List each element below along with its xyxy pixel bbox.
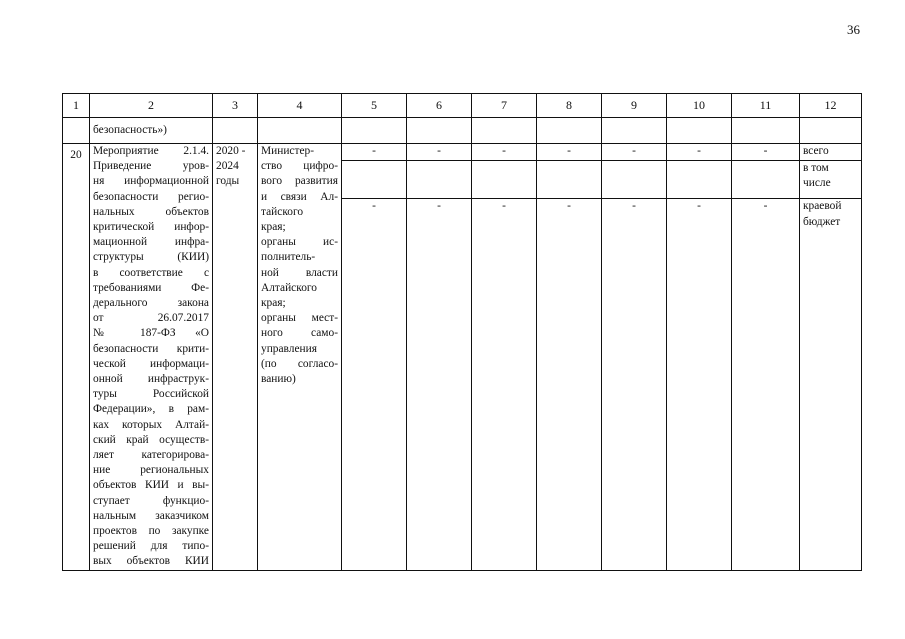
table-cell <box>258 118 342 144</box>
table-cell <box>472 160 537 198</box>
column-header: 5 <box>342 94 407 118</box>
description-line: безопасности крити- <box>93 342 209 355</box>
table-cell <box>667 160 732 198</box>
description-line: онной инфраструк- <box>93 373 209 386</box>
label-line: краевой <box>803 200 842 213</box>
description-line: мационной инфра- <box>93 236 209 249</box>
column-header: 4 <box>258 94 342 118</box>
executor-line: тайского <box>261 205 304 218</box>
description-line: ках которых Алтай- <box>93 418 209 431</box>
executor-line: вого развития <box>261 175 338 188</box>
executor-line: (по согласо- <box>261 357 338 370</box>
description-line: ческой информаци- <box>93 357 209 370</box>
description-line: ня информационной <box>93 175 209 188</box>
description-line: структуры (КИИ) <box>93 251 209 264</box>
description-line: требованиями Фе- <box>93 281 209 294</box>
executor-line: полнитель- <box>261 251 316 264</box>
description-line: в соответствие с <box>93 266 209 279</box>
description-line: дерального закона <box>93 297 209 310</box>
label-line: бюджет <box>803 215 841 228</box>
executor-line: ванию) <box>261 373 296 386</box>
table-row-total <box>63 144 862 161</box>
executor-line: и связи Ал- <box>261 190 338 203</box>
executor-line: Алтайского <box>261 281 317 294</box>
executor-line: органы ис- <box>261 236 338 249</box>
description-line: Приведение уров- <box>93 160 209 173</box>
description-line: проектов по закупке <box>93 525 209 538</box>
regional-value: - <box>732 199 800 570</box>
table-cell <box>667 118 732 144</box>
label-line: числе <box>803 177 831 190</box>
table-cell <box>800 118 862 144</box>
period-line: 2024 <box>216 160 239 173</box>
funding-label-regional <box>800 199 862 570</box>
column-header: 8 <box>537 94 602 118</box>
executors <box>258 144 342 571</box>
table-cell <box>732 118 800 144</box>
table-cell <box>602 160 667 198</box>
description-line: ляет категорирова- <box>93 449 209 462</box>
table-cell <box>537 118 602 144</box>
column-header: 9 <box>602 94 667 118</box>
description-line: вых объектов КИИ <box>93 555 209 568</box>
period-line: 2020 - <box>216 145 246 157</box>
description-line: нальным заказчиком <box>93 509 209 522</box>
continuation-row <box>63 118 862 144</box>
regional-value: - <box>667 199 732 570</box>
row-number: 20 <box>63 144 90 571</box>
period-line: годы <box>216 175 240 188</box>
executor-line: ного само- <box>261 327 338 340</box>
funding-label-including <box>800 160 862 198</box>
table-cell <box>407 160 472 198</box>
page-number: 36 <box>847 22 860 37</box>
description-line: ние региональных <box>93 464 209 477</box>
executor-line: органы мест- <box>261 312 338 325</box>
total-value: - <box>537 144 602 161</box>
executor-line: ной власти <box>261 266 338 279</box>
total-value: - <box>472 144 537 161</box>
table-cell <box>472 118 537 144</box>
column-header: 3 <box>213 94 258 118</box>
description-line: ступает функцио- <box>93 494 209 507</box>
continuation-text: безопасность») <box>90 118 213 144</box>
column-header: 1 <box>63 94 90 118</box>
column-header: 7 <box>472 94 537 118</box>
executor-line: края; <box>261 221 286 234</box>
column-header: 12 <box>800 94 862 118</box>
total-value: - <box>732 144 800 161</box>
description-line: решений для типо- <box>93 540 209 553</box>
column-header: 6 <box>407 94 472 118</box>
description-line: ский край осуществ- <box>93 433 209 446</box>
label-line: в том <box>803 161 829 174</box>
implementation-period <box>213 144 258 571</box>
regional-value: - <box>602 199 667 570</box>
table-cell <box>342 160 407 198</box>
column-header: 11 <box>732 94 800 118</box>
table-cell <box>537 160 602 198</box>
description-line: Федерации», в рам- <box>93 403 209 416</box>
executor-line: ство цифро- <box>261 160 338 173</box>
executor-line: Министер- <box>261 145 314 157</box>
regional-value: - <box>407 199 472 570</box>
description-line: объектов КИИ и вы- <box>93 479 209 492</box>
total-value: - <box>342 144 407 161</box>
description-line: безопасности регио- <box>93 190 209 203</box>
regional-value: - <box>472 199 537 570</box>
regional-value: - <box>537 199 602 570</box>
description-line: критической инфор- <box>93 221 209 234</box>
table-cell <box>407 118 472 144</box>
funding-label-total: всего <box>800 144 862 161</box>
description-line: № 187-ФЗ «О <box>93 327 209 340</box>
budget-table <box>62 93 862 571</box>
total-value: - <box>407 144 472 161</box>
table-cell <box>602 118 667 144</box>
table-cell <box>63 118 90 144</box>
total-value: - <box>667 144 732 161</box>
table-cell <box>213 118 258 144</box>
description-line: от 26.07.2017 <box>93 312 209 325</box>
header-row <box>63 94 862 118</box>
table-cell <box>732 160 800 198</box>
description-line: нальных объектов <box>93 205 209 218</box>
total-value: - <box>602 144 667 161</box>
table-cell <box>342 118 407 144</box>
executor-line: края; <box>261 297 286 310</box>
column-header: 10 <box>667 94 732 118</box>
column-header: 2 <box>90 94 213 118</box>
description-line: Мероприятие 2.1.4. <box>93 145 209 157</box>
description-line: туры Российской <box>93 388 209 401</box>
regional-value: - <box>342 199 407 570</box>
measure-description <box>90 144 213 571</box>
executor-line: управления <box>261 342 317 355</box>
